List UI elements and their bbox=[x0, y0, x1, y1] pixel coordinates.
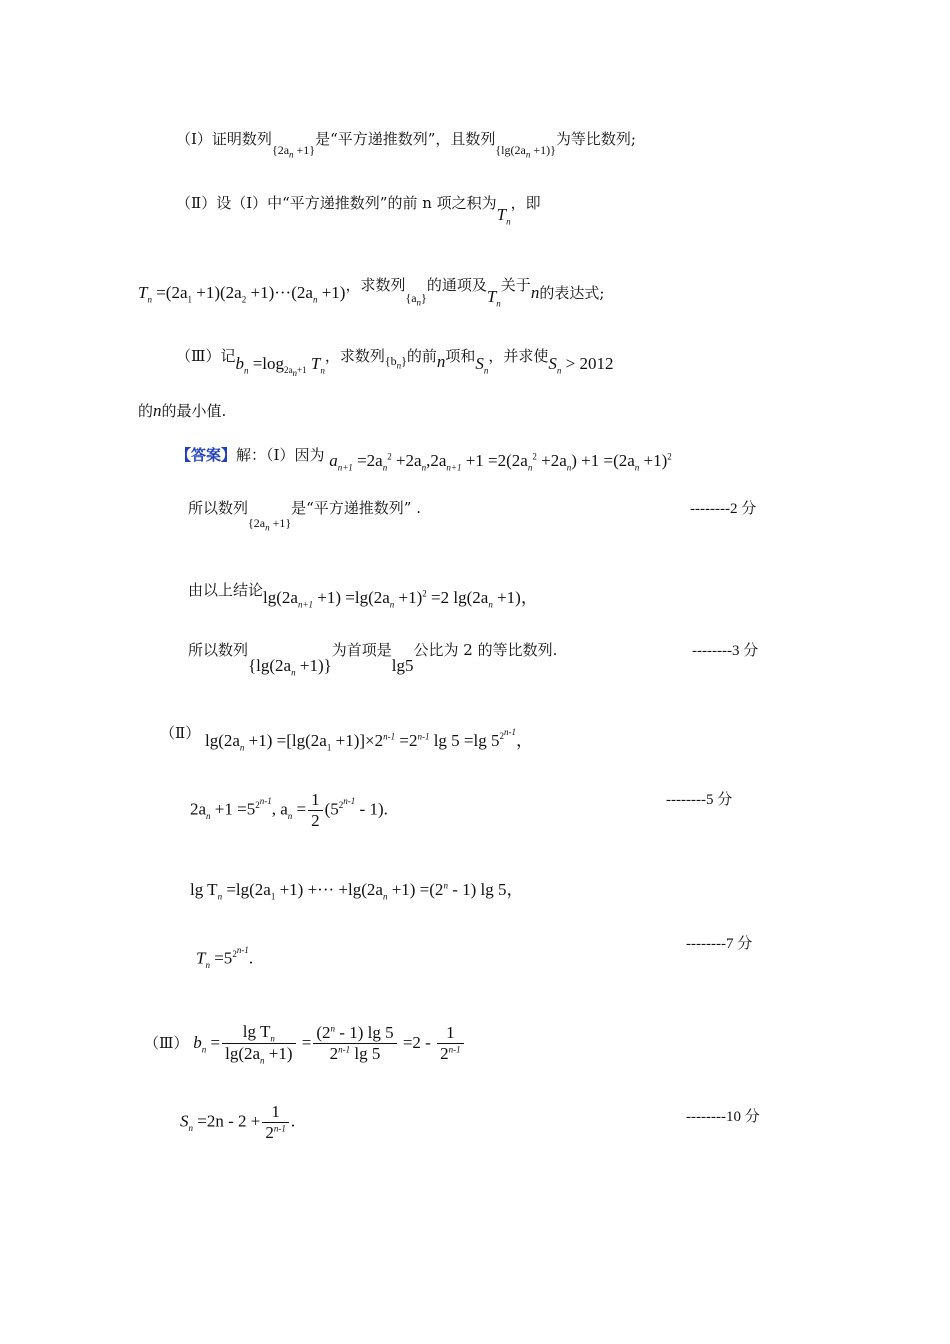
step5-formula: $2a_n +1 =5^{2^{n-1}}$, $a_n$ = $\frac{1}{2}$ $(5^{2^{n-1}} - 1)$. bbox=[190, 790, 388, 830]
score-3: --------3 分 bbox=[692, 643, 759, 659]
part2-question: （Ⅱ）设（Ⅰ）中“平方递推数列”的前 n 项之积为$T_n$，即 bbox=[176, 194, 541, 227]
score-10: --------10 分 bbox=[686, 1109, 760, 1125]
part3-question: （Ⅲ）记$b_n =\log_{2a_n+1}$ $T_n$，求数列$_{\{b_n\}}$的前n项和$S_n$，并求使$S_n > 2012$ bbox=[176, 347, 614, 379]
part2-formula: $T_n =(2a_1 +1)(2a_2 +1)\cdot\cdot\cdot(2a_n +1)$，求数列$_{\{a_n\}}$的通项及$T_n$关于n的表达式; bbox=[138, 276, 605, 309]
fraction-half: $\frac{1}{2}$ bbox=[308, 790, 323, 831]
step2-text: 由以上结论$\lg(2a_{n+1} +1) =\lg(2a_n +1)^2 =2$ $\lg(2a_n +1)$， bbox=[188, 581, 538, 610]
fraction-b3: $\frac{1}{2^{n-1}}$ bbox=[437, 1023, 464, 1064]
score-7: --------7 分 bbox=[686, 936, 753, 952]
part1-question: （Ⅰ）证明数列$_{\{2a_n +1\}}$是“平方递推数列”，且数列$_{\{lg(2a_n +1)\}}$为等比数列; bbox=[176, 130, 636, 160]
fraction-b1: $\frac{\lg T_n}{\lg(2a_n +1)}$ bbox=[222, 1022, 295, 1066]
step8-formula: （Ⅲ） $b_n$ = $\frac{\lg T_n}{\lg(2a_n +1)}$ = $\frac{(2^n - 1) \lg 5}{2^{n-1} \lg 5}$ =2 - $\frac{1}{2^{n-1}}$ bbox=[144, 1022, 466, 1066]
step3-text: 所以数列$\{\lg(2a_n +1)\}$为首项是lg5公比为 2 的等比数列. bbox=[188, 641, 558, 678]
score-2: --------2 分 bbox=[690, 501, 757, 517]
part3-tail: 的n的最小值. bbox=[138, 401, 227, 420]
step6-formula: $\lg T_n =\lg(2a_1 +1)$ +··· $+\lg(2a_n +1) =(2^n - 1)$ lg 5， bbox=[190, 880, 524, 902]
answer-intro: 【答案】解：（Ⅰ）因为 $a_{n+1} =2a_n^2 +2a_n,2a_{n+1} +1 =2(2a_n^2 +2a_n) +1 =(2a_n +1)^2$ bbox=[176, 446, 672, 473]
step7-formula: $T_n =5^{2^{n-1}}$. bbox=[196, 945, 254, 971]
step9-formula: $S_n =2n - 2$ + $\frac{1}{2^{n-1}}$ . bbox=[180, 1102, 296, 1142]
score-5: --------5 分 bbox=[666, 792, 733, 808]
step1-text: 所以数列$_{\{2a_n +1\}}$是“平方递推数列” . bbox=[188, 499, 422, 533]
fraction-b2: $\frac{(2^n - 1) \lg 5}{2^{n-1} \lg 5}$ bbox=[313, 1023, 396, 1064]
step4-text: （Ⅱ） $\lg(2a_n +1) =[\lg(2a_1 +1)]\times 2^{n-1} =2^{n-1}$ lg 5 =lg $5^{2^{n-1}}$， bbox=[160, 724, 533, 753]
fraction-s: $\frac{1}{2^{n-1}}$ bbox=[262, 1102, 289, 1143]
answer-tag: 【答案】 bbox=[176, 446, 237, 464]
